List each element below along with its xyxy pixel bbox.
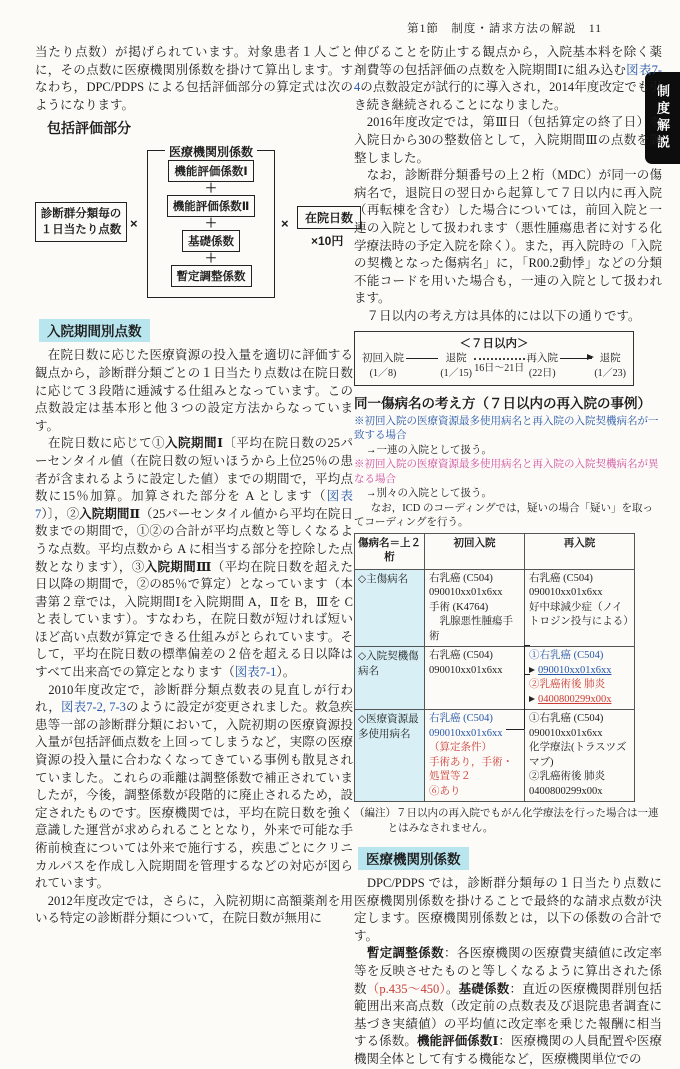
paragraph: DPC/PDPS では，診断群分類毎の１日当たり点数に医療機関別係数を掛けることで最終的な請求点数が決定します。医療機関別係数とは，以下の係数の合計です。	[354, 876, 662, 943]
paragraph: 2010年度改定で，診断群分類点数表の見直しが行われ，図表7-2, 7-3のように設定が変更されました。救急疾患等一部の診断群分類において，入院初期の医療資源投入量が包括評価点数を上回ってしまうなど，実際の医療資源の投入量に合わなくなってきている事例も散見されていました。これらの乖離は調整係数で補正されていましたが，今後，調整係数が段階的に廃止されるため，設定されたものです。医療機関では，平均在院日数を強く意識した運営が求められることとなり，外来で可能な手術前検査については外来で施行する，疾患ごとにクリニカルパスを作成し入院期間を管理するなどの対応が図られています。	[35, 682, 353, 891]
editor-note: （編注）７日以内の再入院でもがん化学療法を行った場合は一連とはみなされません。	[354, 808, 659, 834]
cell-readmission: 右乳癌 (C504) 090010xx01x6xx 好中球減少症（ノイトロジン投与による）	[525, 569, 635, 647]
table-row-trigger-disease	[355, 647, 635, 710]
coefficient-group-title: 医療機関別係数	[165, 143, 257, 160]
seven-day-timeline-box	[354, 331, 634, 386]
side-tab-chapter: 制度解説	[645, 72, 680, 164]
paragraph: 伸びることを防止する観点から，入院基本料を除く薬剤費等の包括評価の点数を入院期間Ⅰに組み込む図表7-4の点数設定が試行的に導入され，2014年度改定でも引き続き継続されることになりました。	[354, 45, 662, 112]
diagram-box-daily-points	[35, 202, 127, 242]
arrow-right-icon	[529, 667, 535, 673]
box-text: 診断群分類毎の	[40, 208, 122, 221]
formula-label: 包括評価部分	[47, 120, 131, 137]
yen-conversion-note: ×10円	[311, 234, 344, 249]
solid-line	[406, 358, 438, 359]
table-row-main-disease	[355, 569, 635, 647]
coefficient-stack	[148, 160, 274, 287]
paragraph-continuation	[35, 44, 353, 114]
section-heading-period-points: 入院期間別点数	[39, 319, 150, 342]
multiply-sign: ×	[281, 216, 289, 232]
row-label: ◇主傷病名	[355, 569, 425, 647]
cell-first-admission: 右乳癌 (C504) 090010xx01x6xx （算定条件） 手術あり，手術・処置等２ ⑥あり	[425, 710, 525, 802]
term-bold: 入院期間Ⅱ	[79, 506, 141, 521]
figure-reference: 図表7-2, 7-3	[60, 700, 126, 715]
cell-readmission: ①右乳癌 (C504) 090010xx01x6xx ②乳癌術後 肺炎 0400800299x00x	[525, 647, 635, 710]
paragraph	[35, 347, 353, 435]
cell-first-admission: 右乳癌 (C504) 090010xx01x6xx 手術 (K4764) 乳腺悪性腫瘍手術	[425, 569, 525, 647]
term-bold: 入院期間Ⅰ	[165, 436, 224, 451]
table-header-row	[355, 533, 635, 569]
plus-sign: ＋	[204, 216, 217, 231]
multiply-sign: ×	[130, 216, 138, 232]
figure-reference: 図表7-1	[234, 665, 277, 680]
note-icd-coding: なお，ICD のコーディングでは，疑いの場合「疑い」を取ってコーディングを行う。	[354, 502, 653, 528]
term-bold: 機能評価係数Ⅰ	[416, 1034, 499, 1049]
dpc-formula-diagram	[35, 140, 353, 310]
row-label: ◇医療資源最多使用病名	[355, 710, 425, 802]
coefficient-box: 機能評価係数Ⅰ	[168, 160, 253, 182]
timeline-connector-dotted: 16日～21日	[472, 352, 527, 375]
note-match-result: →一連の入院として扱う。	[366, 444, 492, 456]
timeline-event-discharge: 退院 (1／15)	[440, 352, 472, 379]
row-label: ◇入院契機傷病名	[355, 647, 425, 710]
arrow-right-icon	[529, 696, 535, 702]
diagram-box-hospital-coefficients	[147, 145, 275, 298]
term-bold: 入院期間Ⅲ	[144, 559, 212, 574]
paragraph-text: 2012年度改定では，さらに，入院初期に高額薬剤を用いる特定の診断群分類について，在院日数が無用に	[35, 893, 353, 926]
plus-sign: ＋	[204, 181, 217, 196]
dotted-line	[474, 358, 525, 360]
timeline-title: ＜７日以内＞	[459, 337, 529, 350]
left-column	[35, 44, 353, 928]
diagram-box-hospital-days: 在院日数	[297, 206, 361, 229]
cell-readmission: ①右乳癌 (C504) 090010xx01x6xx 化学療法(トラスツズマブ) ②乳癌術後 肺炎 0400800299x00x	[525, 710, 635, 802]
timeline-event-first-admission: 初回入院 (1／8)	[362, 352, 404, 379]
figure-reference: 図表7	[35, 489, 353, 521]
table-row-resource-disease	[355, 710, 635, 802]
paragraph: なお，診断群分類番号の上２桁（MDC）が同一の傷病名で，退院日の翌日から起算して７日以内に再入院（再転棟を含む）した場合については，前回入院と一連の入院として扱われます（悪性腫瘍患者に対する化学療法時の予定入院を除く）。また，再入院時の「入院の契機となった傷病名」に，「R00.2動悸」などの分類不能コードを用いた場合も，一連の入院として扱われます。	[354, 168, 662, 306]
arrow-right-icon	[560, 358, 592, 359]
readmission-case-table	[354, 533, 635, 803]
page-reference: （p.435～450）	[366, 981, 446, 996]
col-header-disease: 傷病名＝上２桁	[355, 533, 425, 569]
page-header: 第1節 制度・請求方法の解説 11	[407, 23, 602, 35]
timeline-event-final-discharge: 退院 (1／23)	[594, 352, 626, 379]
paragraph-text: 在院日数に応じた医療資源の投入量を適切に評価する観点から，診断群分類ごとの１日当たり点数は在院日数に応じて３段階に逓減する仕組みとなっています。この点数設定は基本形と他３つの設定方法からなっています。	[35, 348, 353, 433]
case-notes	[354, 415, 662, 531]
term-bold: 暫定調整係数	[366, 946, 444, 961]
coefficient-box: 機能評価係数Ⅱ	[167, 195, 256, 217]
box-text: １日当たり点数	[40, 224, 122, 237]
timeline-event-readmission: 再入院 (22日)	[526, 352, 558, 379]
paragraph-text: 当たり点数）が掲げられています。対象患者１人ごとに，その点数に医療機関別係数を掛けて算出します。すなわち，DPC/PDPS による包括評価部分の算定式は次のようになります。	[35, 45, 353, 112]
note-differ-result: →別々の入院として扱う。	[366, 488, 492, 499]
case-heading: 同一傷病名の考え方（７日以内の再入院の事例）	[354, 395, 651, 411]
paragraph: ７日以内の考え方は具体的には以下の通りです。	[354, 308, 641, 323]
timeline-connector-solid	[404, 352, 440, 374]
coefficient-box: 基礎係数	[182, 230, 240, 252]
readmission-case-table-wrap	[354, 533, 662, 803]
paragraph: 暫定調整係数：各医療機関の医療費実績値に改定率等を反映させたものと等しくなるように算出された係数（p.435～450）。基礎係数：直近の医療機関群別包括範囲出来高点数（改定前の点数表及び退院患者調査に基づき実績値）の平均値に改定率を乗じた報酬に相当する係数。機能評価係数Ⅰ：医療機関の人員配置や医療機関全体として有する機能など，医療機関単位での	[354, 946, 662, 1066]
paragraph	[35, 893, 353, 928]
right-column	[354, 44, 662, 1069]
paragraph: 在院日数に応じて①入院期間Ⅰ〔平均在院日数の25パーセンタイル値（在院日数の短いほうから上位25％の患者が含まれるように設定した値）までの期間で，平均点数に15％加算。加算された部分を A とします（図表7）〕，②入院期間Ⅱ（25パーセンタイル値から平均在院日数までの期間で，①②の合計が平均点数と等しくなるような点数。平均点数から A に相当する部分を控除した点数となります），③入院期間Ⅲ（平均在院日数を超えた日以降の期間で，②の85％で算定）となっています（本書第２章では，入院期間Ⅰを入院期間 A，Ⅱを B，Ⅲを C と表しています）。すなわち，在院日数が短ければ短いほど高い点数が算定できる仕組みがとられています。そして，平均在院日数の標準偏差の２倍を超える日以降はすべて出来高での算定となります（図表7-1）。	[35, 436, 353, 680]
term-bold: 基礎係数	[458, 981, 510, 996]
timeline-row	[362, 352, 626, 380]
plus-sign: ＋	[204, 251, 217, 266]
note-differ-case: ※初回入院の医療資源最多使用病名と再入院の入院契機病名が異なる場合	[354, 459, 659, 485]
figure-reference: 図表7-4	[354, 62, 662, 95]
section-heading-hospital-coefficient: 医療機関別係数	[358, 847, 469, 870]
col-header-readmission: 再入院	[525, 533, 635, 569]
coefficient-box: 暫定調整係数	[171, 265, 252, 287]
cell-first-admission: 右乳癌 (C504) 090010xx01x6xx	[425, 647, 525, 710]
paragraph: 2016年度改定では，第Ⅲ日（包括算定の終了日）を入院日から30の整数倍として，入院期間Ⅲの点数を調整しました。	[354, 115, 662, 165]
note-match-case: ※初回入院の医療資源最多使用病名と再入院の入院契機病名が一致する場合	[354, 415, 659, 441]
col-header-first-admission: 初回入院	[425, 533, 525, 569]
timeline-connector-arrow	[558, 352, 594, 374]
